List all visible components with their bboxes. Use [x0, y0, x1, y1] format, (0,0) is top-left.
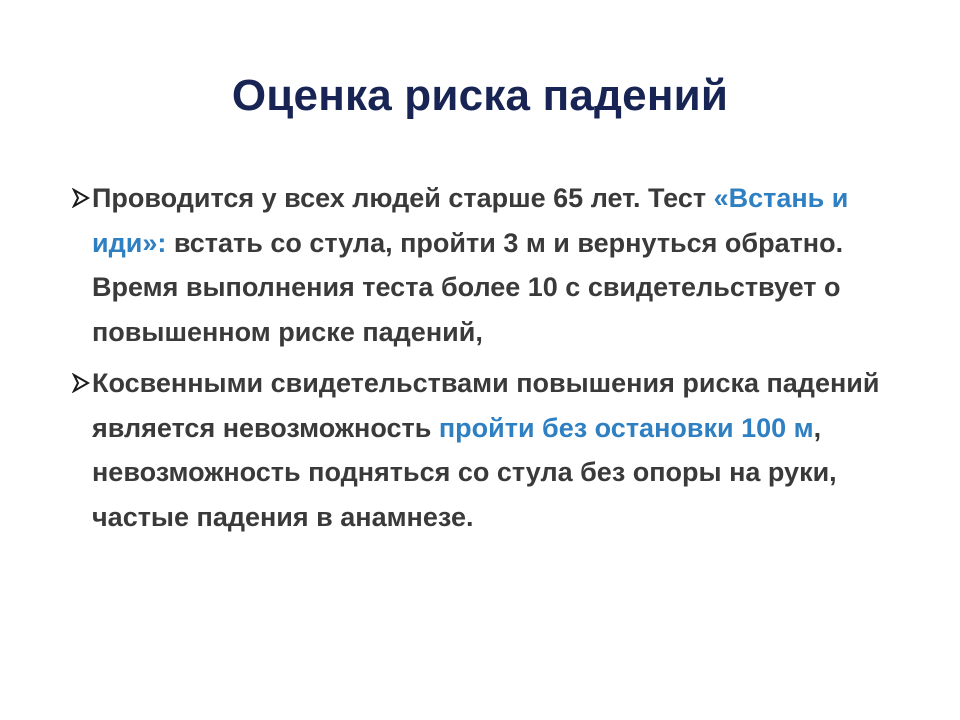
arrowhead-bullet-icon [72, 188, 90, 208]
slide-title: Оценка риска падений [231, 71, 729, 120]
bullet-item [72, 176, 912, 354]
bullet-highlight: «Встань и иди»: [92, 183, 849, 258]
bullet-item [72, 361, 912, 539]
bullet-segment: Косвенными свидетельствами повышения риска падений является невозможность [92, 368, 880, 443]
bullet-list [72, 176, 912, 546]
bullet-segment: встать со стула, пройти 3 м и вернуться обратно. Время выполнения теста более 10 с свидетельствует о повышенном риске падений, [92, 227, 844, 347]
bullet-text [92, 183, 848, 347]
bullet-segment: Проводится у всех людей старше 65 лет. Тест [92, 183, 714, 213]
bullet-text [92, 368, 879, 532]
bullet-highlight: пройти без остановки 100 м [438, 412, 814, 443]
bullet-segment: , невозможность подняться со стула без опоры на руки, частые падения в анамнезе. [92, 412, 837, 532]
arrowhead-bullet-icon [72, 373, 90, 393]
